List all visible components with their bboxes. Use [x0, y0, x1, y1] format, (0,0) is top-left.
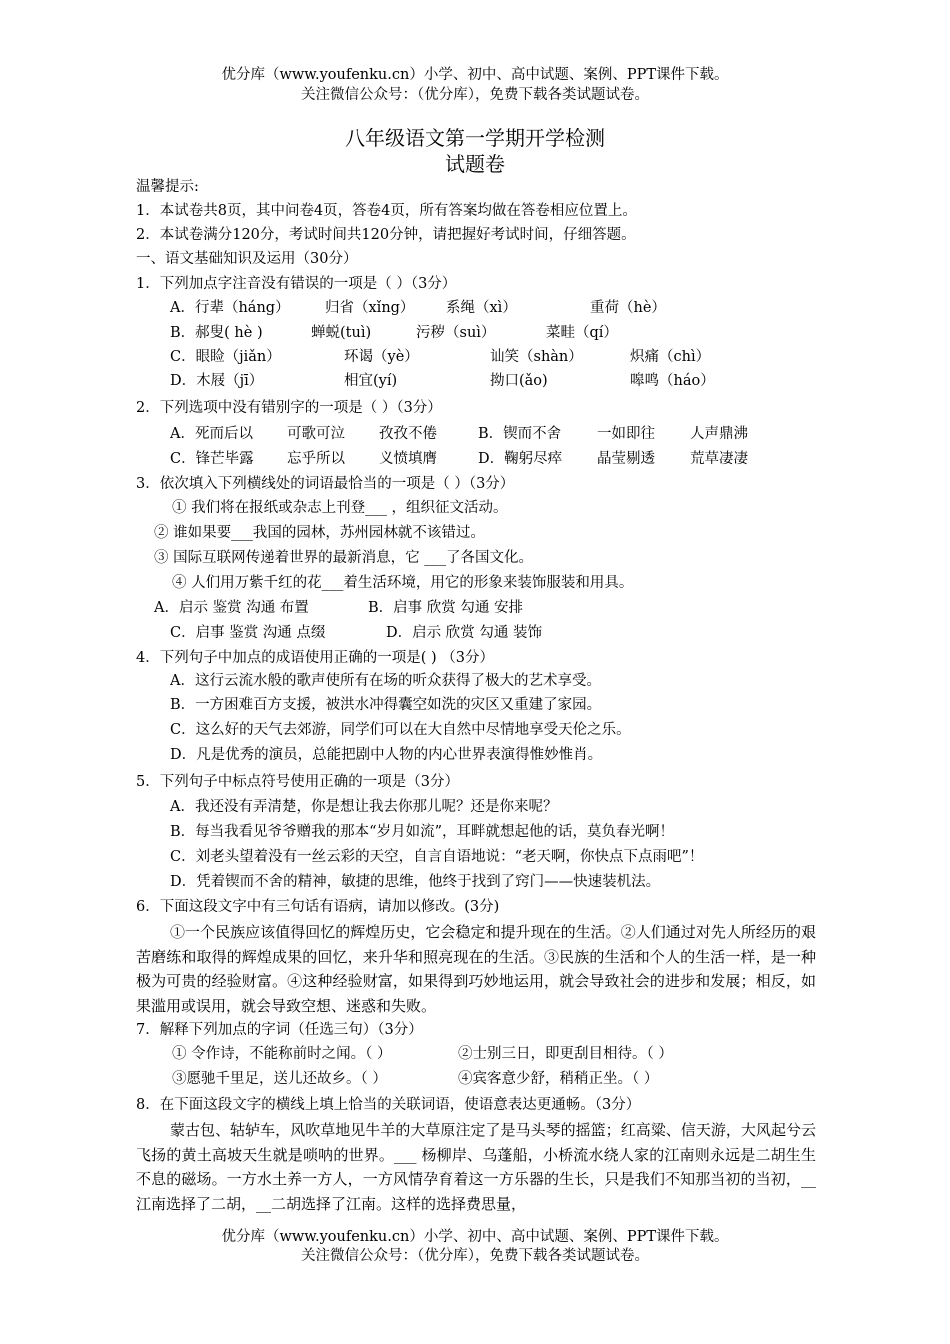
q4-option-c: C．这么好的天气去郊游，同学们可以在大自然中尽情地享受天伦之乐。 — [170, 722, 631, 738]
q1-c-4: 炽痛（chì） — [630, 349, 711, 365]
q2-d-3: 荒草凄凄 — [690, 451, 748, 467]
q3-stem: 3．依次填入下列横线处的词语最恰当的一项是（ ）（3分） — [136, 476, 515, 492]
footer-line-1: 优分库（www.youfenku.cn）小学、初中、高中试题、案例、PPT课件下载。 — [221, 1229, 729, 1245]
q4-option-a: A．这行云流水般的歌声使所有在场的听众获得了极大的艺术享受。 — [170, 673, 601, 689]
q6-paragraph: ①一个民族应该值得回忆的辉煌历史，它会稳定和提升现在的生活。②人们通过对先人所经历的艰苦磨练和取得的辉煌成果的回忆，来升华和照亮现在的生活。③民族的生活和个人的生活一样，是一种极为可贵的经验财富。④这种经验财富，如果得到巧妙地运用，就会导致社会的进步和发展；相反，如果滥用或误用，就会导致空想、迷惑和失败。 — [136, 923, 816, 1015]
q8-paragraph: 蒙古包、轱轳车，风吹草地见牛羊的大草原注定了是马头琴的摇篮；红高粱、信天游，大风起兮云飞扬的黄土高坡天生就是唢呐的世界。___ 杨柳岸、乌蓬船，小桥流水绕人家的江南则永远是二胡生生不息的磁场。一方水土养一方人，一方风情孕育着这一方乐器的生长，只是我们不知那当初的当初，__江南选择了二胡，__二胡选择了江南。这样的选择费思量， — [136, 1121, 816, 1213]
q2-a-3: 孜孜不倦 — [379, 426, 437, 442]
q1-b-2: 蝉蜕(tuì) — [311, 325, 372, 341]
q1-d-4: 嗥鸣（háo） — [630, 373, 715, 389]
notes-label: 温馨提示: — [136, 179, 199, 195]
q5-option-d: D．凭着锲而不舍的精神，敏捷的思维，他终于找到了窍门——快速装机法。 — [170, 874, 661, 890]
q1-a-2: 归省（xǐng） — [325, 300, 415, 316]
note-1: 1．本试卷共8页，其中问卷4页，答卷4页，所有答案均做在答卷相应位置上。 — [136, 203, 637, 219]
q5-option-c: C．刘老头望着没有一丝云彩的天空，自言自语地说：“老天啊，你快点下点雨吧”！ — [170, 849, 704, 865]
q3-option-b: B．启事 欣赏 勾通 安排 — [368, 600, 523, 616]
q2-stem: 2．下列选项中没有错别字的一项是（ ）（3分） — [136, 400, 442, 416]
q7-stem: 7．解释下列加点的字词（任选三句）（3分） — [136, 1022, 423, 1038]
q7-item-2: ②士别三日，即更刮目相待。（ ） — [458, 1046, 673, 1062]
page-subtitle: 试题卷 — [445, 152, 505, 176]
page-title: 八年级语文第一学期开学检测 — [345, 126, 605, 150]
footer-line-2: 关注微信公众号：（优分库），免费下载各类试题试卷。 — [301, 1248, 649, 1264]
q5-option-a: A．我还没有弄清楚，你是想让我去你那儿呢？还是你来呢？ — [170, 799, 558, 815]
header-line-2: 关注微信公众号：（优分库），免费下载各类试题试卷。 — [301, 87, 649, 103]
q6-stem: 6．下面这段文字中有三句话有语病，请加以修改。(3分) — [136, 899, 500, 915]
q3-sentence-2: ② 谁如果要___我国的园林，苏州园林就不该错过。 — [154, 525, 485, 541]
q1-stem: 1．下列加点字注音没有错误的一项是（ ）（3分） — [136, 276, 457, 292]
q2-c-3: 义愤填膺 — [379, 451, 437, 467]
q1-a-4: 重荷（hè） — [590, 300, 666, 316]
header-line-1: 优分库（www.youfenku.cn）小学、初中、高中试题、案例、PPT课件下载。 — [221, 67, 729, 83]
q2-d-2: 晶莹剔透 — [597, 451, 655, 467]
q2-b-2: 一如即往 — [597, 426, 655, 442]
q2-c-2: 忘乎所以 — [287, 451, 345, 467]
q4-option-b: B．一方困难百方支援，被洪水冲得囊空如洗的灾区又重建了家园。 — [170, 697, 602, 713]
q8-stem: 8．在下面这段文字的横线上填上恰当的关联词语，使语意表达更通畅。（3分） — [136, 1097, 641, 1113]
q2-d-1: D．鞠躬尽瘁 — [478, 451, 563, 467]
q2-a-2: 可歌可泣 — [287, 426, 345, 442]
q2-b-3: 人声鼎沸 — [690, 426, 748, 442]
q4-option-d: D．凡是优秀的演员，总能把剧中人物的内心世界表演得惟妙惟肖。 — [170, 747, 603, 763]
q1-c-2: 环谒（yè） — [344, 349, 419, 365]
q1-b-4: 菜畦（qí） — [546, 325, 618, 341]
q3-option-d: D．启示 欣赏 勾通 装饰 — [386, 625, 542, 641]
q1-d-3: 拗口(ǎo) — [490, 373, 548, 389]
q5-stem: 5．下列句子中标点符号使用正确的一项是（3分） — [136, 774, 459, 790]
q1-a-1: A．行辈（háng） — [170, 300, 290, 316]
q5-option-b: B．每当我看见爷爷赠我的那本“岁月如流”，耳畔就想起他的话，莫负春光啊！ — [170, 824, 674, 840]
q2-b-1: B．锲而不舍 — [478, 426, 562, 442]
q3-option-a: A．启示 鉴赏 沟通 布置 — [154, 600, 309, 616]
q3-option-c: C．启事 鉴赏 沟通 点缀 — [170, 625, 326, 641]
q1-a-3: 系绳（xì） — [446, 300, 517, 316]
section-heading: 一、语文基础知识及运用（30分） — [136, 251, 358, 267]
q1-b-1: B．郝叟( hè ) — [170, 325, 263, 341]
q7-item-4: ④宾客意少舒，稍稍正坐。（ ） — [458, 1071, 659, 1087]
q1-d-1: D．木屐（jī） — [170, 373, 264, 389]
q7-item-3: ③愿驰千里足，送儿还故乡。（ ） — [172, 1071, 387, 1087]
note-2: 2．本试卷满分120分，考试时间共120分钟，请把握好考试时间，仔细答题。 — [136, 227, 636, 243]
q1-c-1: C．眼睑（jiǎn） — [170, 349, 281, 365]
q7-item-1: ① 令作诗，不能称前时之闻。（ ） — [172, 1046, 392, 1062]
q3-sentence-3: ③ 国际互联网传递着世界的最新消息，它 ___了各国文化。 — [154, 550, 533, 566]
q1-d-2: 相宜(yí) — [344, 373, 398, 389]
q1-b-3: 污秽（suì） — [416, 325, 496, 341]
q3-sentence-1: ① 我们将在报纸或杂志上刊登___ ，组织征文活动。 — [172, 500, 508, 516]
q2-c-1: C．锋芒毕露 — [170, 451, 254, 467]
q1-c-3: 讪笑（shàn） — [490, 349, 583, 365]
q3-sentence-4: ④ 人们用万紫千红的花___着生活环境，用它的形象来装饰服装和用具。 — [172, 575, 634, 591]
q2-a-1: A．死而后以 — [170, 426, 253, 442]
q4-stem: 4．下列句子中加点的成语使用正确的一项是( ) （3分） — [136, 650, 494, 666]
